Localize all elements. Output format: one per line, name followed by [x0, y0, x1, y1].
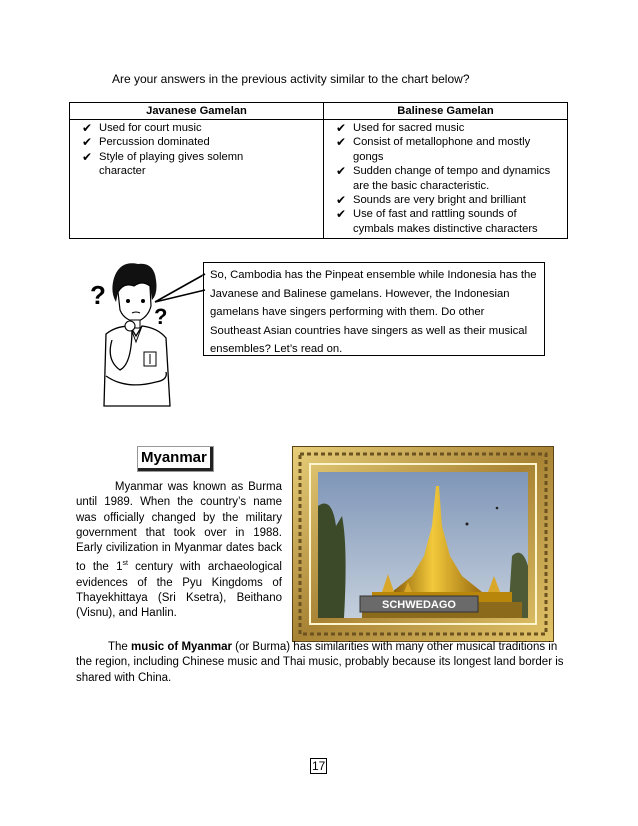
gamelan-comparison-table: [69, 102, 568, 239]
header-balinese: Balinese Gamelan: [324, 103, 568, 120]
list-item: [82, 135, 319, 149]
section-title-myanmar: Myanmar: [138, 447, 213, 471]
list-item: [336, 135, 563, 164]
list-item: [336, 193, 563, 207]
myanmar-history-paragraph: [76, 480, 282, 622]
list-item-text: Sudden change of tempo and dynamics are the basic characteristic.: [353, 165, 551, 192]
paragraph-text-1: Myanmar was known as Burma until 1989. When the country’s name was officially changed by the military government that took over in 1988. Early civilization in Myanmar dates back to the 1: [76, 481, 282, 574]
speech-bubble-tail: [153, 272, 207, 308]
table-row: [70, 120, 568, 239]
list-item-text: Percussion dominated: [99, 136, 210, 149]
list-item-text: Use of fast and rattling sounds of cymbals makes distinctive characters: [353, 208, 538, 235]
check-icon: ✔: [82, 135, 93, 150]
list-item-text: Used for sacred music: [353, 122, 465, 134]
check-icon: ✔: [82, 121, 93, 135]
check-icon: ✔: [336, 164, 347, 179]
check-icon: ✔: [336, 193, 347, 208]
page-number: 17: [312, 759, 326, 773]
schwedago-pagoda-photo: [292, 446, 554, 642]
question-mark-right: ?: [154, 304, 168, 329]
music-of-myanmar-term: music of Myanmar: [130, 641, 232, 653]
list-item: [82, 121, 319, 135]
list-item-text: Used for court music: [99, 122, 202, 134]
face: [118, 283, 151, 322]
photo-caption: SCHWEDAGO: [382, 599, 456, 611]
check-icon: ✔: [336, 135, 347, 150]
list-item-text: Consist of metallophone and mostly gongs: [353, 136, 531, 163]
header-javanese: Javanese Gamelan: [70, 103, 324, 120]
paragraph-text-2: century with archaeological evidences of the Pyu Kingdoms of Thayekhittaya (Sri Ksetra), Beithano (Visnu), and Hanlin.: [76, 561, 282, 620]
paragraph-rest: (or Burma) has similarities with many other musical traditions in the region, including Chinese music and Thai music, probably because its longest land border is shared with China.: [76, 641, 564, 684]
list-item: [82, 150, 319, 179]
list-item-text: Sounds are very bright and brilliant: [353, 194, 526, 207]
list-item-text: Style of playing gives solemn character: [99, 150, 244, 178]
intro-question: Are your answers in the previous activity similar to the chart below?: [112, 72, 470, 86]
paragraph-lead: The: [107, 641, 131, 653]
check-icon: ✔: [336, 207, 347, 222]
javanese-cell: [70, 120, 324, 239]
check-icon: ✔: [336, 121, 347, 135]
javanese-list: [82, 121, 319, 179]
balinese-list: [336, 121, 563, 236]
question-mark-left: ?: [90, 280, 106, 310]
music-of-myanmar-paragraph: [76, 640, 566, 686]
check-icon: ✔: [82, 149, 93, 164]
list-item: [336, 207, 563, 236]
ordinal-suffix: st: [122, 560, 128, 568]
table-header-row: [70, 103, 568, 120]
balinese-cell: [324, 120, 568, 239]
speech-bubble: So, Cambodia has the Pinpeat ensemble while Indonesia has the Javanese and Balinese gamelans. However, the Indonesian gamelans have singers performing with them. Do other Southeast Asian countries have singers as well as their musical ensembles? Let’s read on.: [203, 262, 545, 356]
list-item: [336, 121, 563, 135]
list-item: [336, 164, 563, 193]
